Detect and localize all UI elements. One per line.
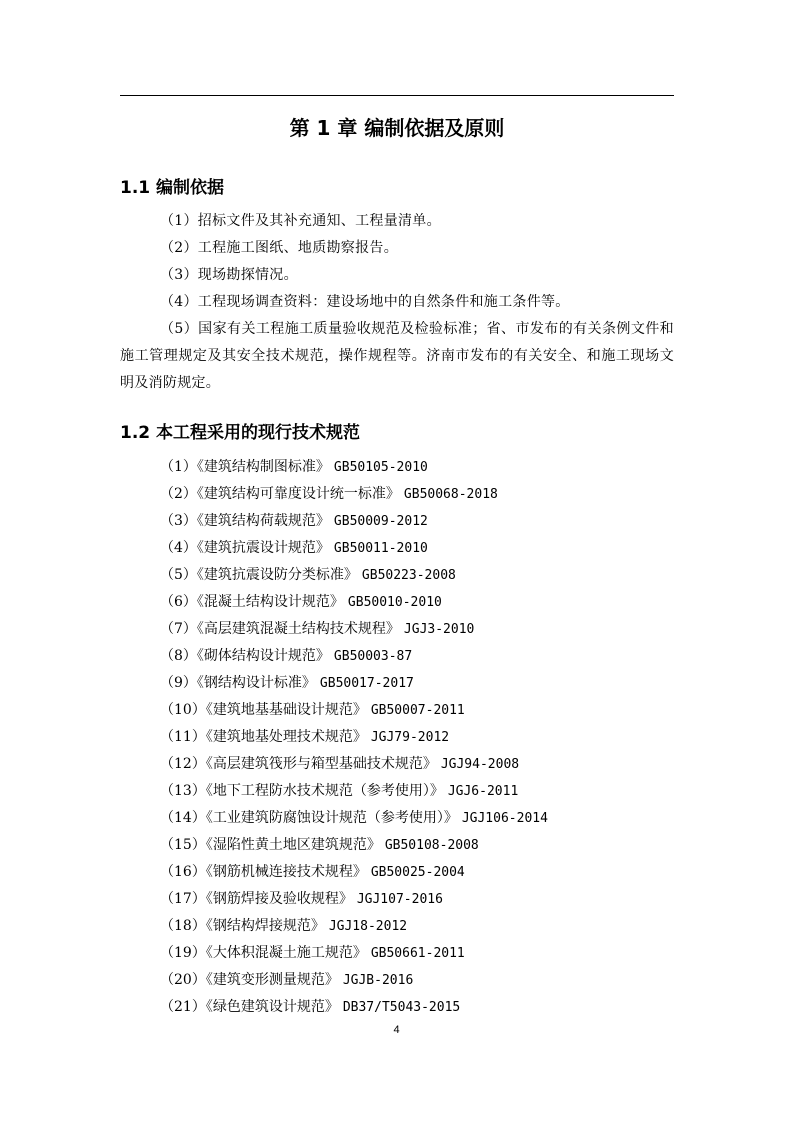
code-item-code: GB50011-2010 xyxy=(333,541,428,556)
code-item-number: （15） xyxy=(160,837,206,853)
code-item-number: （2） xyxy=(160,486,197,502)
code-item-number: （3） xyxy=(160,513,197,529)
code-item-code: GB50105-2010 xyxy=(333,460,428,475)
code-item-name: 《砌体结构设计规范》 xyxy=(196,648,330,664)
code-item-name: 《钢结构焊接规范》 xyxy=(205,918,325,934)
code-item-number: （7） xyxy=(160,621,197,637)
code-item-number: （5） xyxy=(160,567,197,583)
code-item-name: 《绿色建筑设计规范》 xyxy=(205,999,339,1015)
code-item xyxy=(120,454,674,481)
code-item-name: 《工业建筑防腐蚀设计规范（参考使用）》 xyxy=(205,810,458,826)
code-item-code: DB37/T5043-2015 xyxy=(342,1000,461,1015)
code-item xyxy=(120,481,674,508)
code-item-name: 《建筑地基基础设计规范》 xyxy=(205,702,367,718)
code-item-number: （21） xyxy=(160,999,206,1015)
code-item-code: GB50068-2018 xyxy=(403,487,498,502)
code-item-code: GB50661-2011 xyxy=(370,946,465,961)
basis-item: （4）工程现场调查资料：建设场地中的自然条件和施工条件等。 xyxy=(160,294,570,310)
code-item-name: 《钢结构设计标准》 xyxy=(196,675,316,691)
code-item-code: GB50025-2004 xyxy=(370,865,465,880)
basis-item: （2）工程施工图纸、地质勘察报告。 xyxy=(160,240,399,256)
code-item-code: JGJ94-2008 xyxy=(440,757,520,772)
header-rule xyxy=(120,95,674,96)
code-item-name: 《建筑变形测量规范》 xyxy=(205,972,339,988)
code-item-code: JGJ18-2012 xyxy=(328,919,408,934)
code-item-name: 《地下工程防水技术规范（参考使用）》 xyxy=(205,783,444,799)
code-item xyxy=(120,670,674,697)
code-item-code: GB50007-2011 xyxy=(370,703,465,718)
code-item-number: （10） xyxy=(160,702,206,718)
chapter-title: 第 1 章 编制依据及原则 xyxy=(289,116,505,140)
code-item-number: （16） xyxy=(160,864,206,880)
code-item-name: 《高层建筑混凝土结构技术规程》 xyxy=(196,621,400,637)
code-item-number: （6） xyxy=(160,594,197,610)
code-item-name: 《建筑结构可靠度设计统一标准》 xyxy=(196,486,400,502)
code-item-number: （9） xyxy=(160,675,197,691)
code-item-code: JGJ6-2011 xyxy=(447,784,519,799)
basis-item: （5）国家有关工程施工质量验收规范及检验标准；省、市发布的有关条例文件和施工管理规定及其安全技术规范，操作规程等。济南市发布的有关安全、和施工现场文明及消防规定。 xyxy=(120,321,674,391)
code-item xyxy=(120,859,674,886)
code-item xyxy=(120,940,674,967)
code-item-code: JGJ79-2012 xyxy=(370,730,450,745)
code-item-code: JGJ3-2010 xyxy=(403,622,475,637)
code-item xyxy=(120,697,674,724)
code-item-code: JGJ107-2016 xyxy=(356,892,443,907)
section-2-title: 1.2 本工程采用的现行技术规范 xyxy=(120,423,361,443)
code-item-number: （18） xyxy=(160,918,206,934)
code-item-name: 《钢筋焊接及验收规程》 xyxy=(205,891,353,907)
code-item-name: 《建筑抗震设防分类标准》 xyxy=(196,567,358,583)
code-item-code: GB50003-87 xyxy=(333,649,413,664)
section-1-title: 1.1 编制依据 xyxy=(120,178,225,198)
code-item xyxy=(120,535,674,562)
code-item xyxy=(120,724,674,751)
code-item-code: GB50223-2008 xyxy=(361,568,456,583)
code-item-name: 《建筑结构荷载规范》 xyxy=(196,513,330,529)
code-item-name: 《大体积混凝土施工规范》 xyxy=(205,945,367,961)
code-item xyxy=(120,805,674,832)
code-item xyxy=(120,913,674,940)
code-item-code: GB50009-2012 xyxy=(333,514,428,529)
code-item-name: 《湿陷性黄土地区建筑规范》 xyxy=(205,837,381,853)
page-number: 4 xyxy=(393,1024,400,1036)
code-item xyxy=(120,832,674,859)
code-item xyxy=(120,967,674,994)
code-item-number: （1） xyxy=(160,459,197,475)
code-item-name: 《钢筋机械连接技术规程》 xyxy=(205,864,367,880)
code-item-name: 《建筑抗震设计规范》 xyxy=(196,540,330,556)
code-item xyxy=(120,508,674,535)
code-item-code: GB50017-2017 xyxy=(319,676,414,691)
basis-item: （1）招标文件及其补充通知、工程量清单。 xyxy=(160,213,441,229)
basis-item: （3）现场勘探情况。 xyxy=(160,267,298,283)
code-item-number: （14） xyxy=(160,810,206,826)
code-item xyxy=(120,643,674,670)
code-item xyxy=(120,616,674,643)
code-item-code: GB50010-2010 xyxy=(347,595,442,610)
code-item-name: 《混凝土结构设计规范》 xyxy=(196,594,344,610)
code-item-number: （12） xyxy=(160,756,206,772)
code-item-number: （17） xyxy=(160,891,206,907)
code-item-number: （11） xyxy=(160,729,206,745)
code-item-name: 《高层建筑筏形与箱型基础技术规范》 xyxy=(205,756,437,772)
code-item-number: （8） xyxy=(160,648,197,664)
code-item-number: （13） xyxy=(160,783,206,799)
code-item-code: GB50108-2008 xyxy=(384,838,479,853)
code-item xyxy=(120,751,674,778)
code-item xyxy=(120,562,674,589)
code-item xyxy=(120,886,674,913)
code-item-number: （20） xyxy=(160,972,206,988)
basis-list xyxy=(120,208,674,397)
code-item-code: JGJB-2016 xyxy=(342,973,414,988)
code-item-name: 《建筑结构制图标准》 xyxy=(196,459,330,475)
code-item-code: JGJ106-2014 xyxy=(461,811,548,826)
code-item xyxy=(120,778,674,805)
code-item-name: 《建筑地基处理技术规范》 xyxy=(205,729,367,745)
code-item-number: （19） xyxy=(160,945,206,961)
code-item xyxy=(120,994,674,1021)
code-item-number: （4） xyxy=(160,540,197,556)
code-item xyxy=(120,589,674,616)
codes-list xyxy=(120,454,674,1021)
